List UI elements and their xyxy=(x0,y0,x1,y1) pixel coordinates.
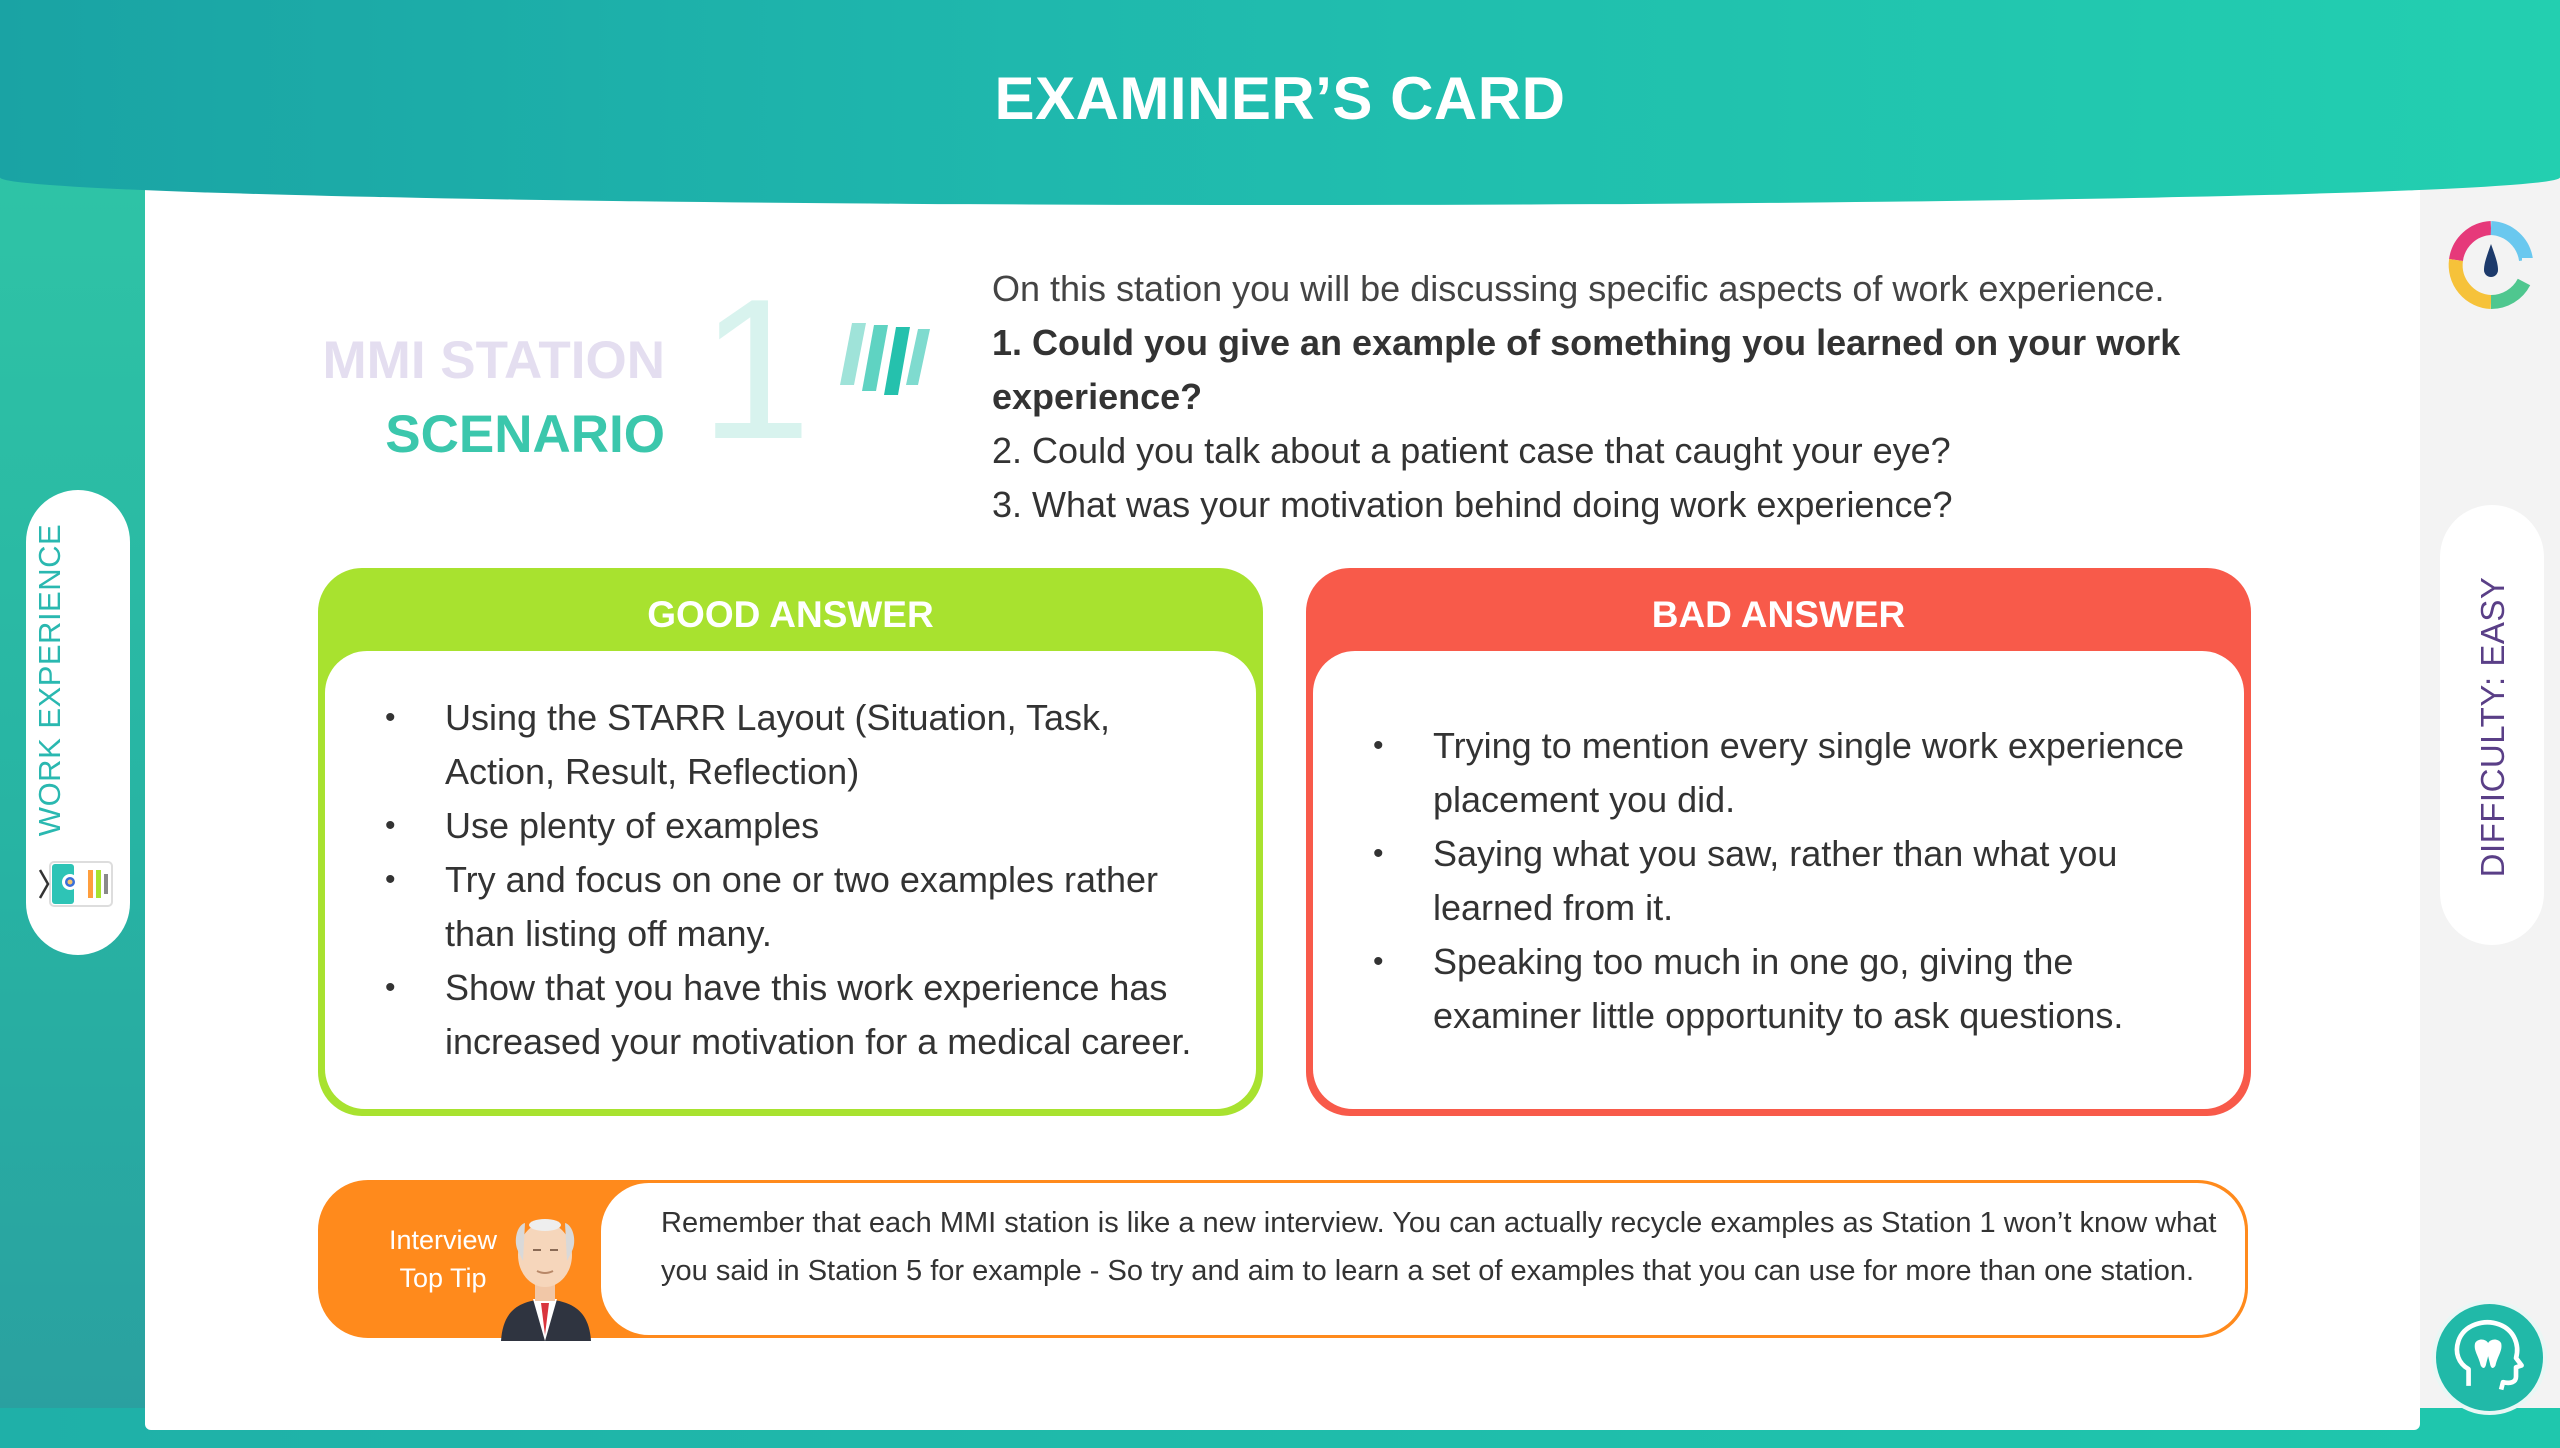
bad-answer-list xyxy=(1373,719,2204,1043)
question-intro: On this station you will be discussing specific aspects of work experience. xyxy=(992,268,2165,309)
question-item: 1. Could you give an example of something you learned on your work experience? xyxy=(992,322,2181,417)
question-item: 2. Could you talk about a patient case that caught your eye? xyxy=(992,430,1951,471)
good-answer-body xyxy=(325,651,1256,1109)
list-item: • Try and focus on one or two examples rather than listing off many. xyxy=(385,853,1216,961)
list-item: • Trying to mention every single work experience placement you did. xyxy=(1373,719,2204,827)
bad-answer-title: BAD ANSWER xyxy=(1651,594,1906,635)
station-subtitle: SCENARIO xyxy=(385,405,665,464)
tip-label-line1: Interview xyxy=(388,1225,498,1255)
good-answer-title: GOOD ANSWER xyxy=(647,594,934,635)
examiner-avatar-icon xyxy=(493,1211,598,1341)
good-answer-panel xyxy=(318,568,1263,1116)
tip-body xyxy=(601,1183,2245,1335)
page-title: EXAMINER’S CARD xyxy=(994,65,1566,132)
list-item: • Using the STARR Layout (Situation, Task, Action, Result, Reflection) xyxy=(385,691,1216,799)
difficulty-label: DIFFICULTY: EASY xyxy=(2474,576,2511,878)
top-tip-bar xyxy=(318,1180,2248,1338)
stripes-icon xyxy=(830,315,940,405)
tip-text: Remember that each MMI station is like a new interview. You can actually recycle examples as Station 1 won’t know what you said in Station 5 for example - So try and aim to learn a set of examples that you can use for more than one station. xyxy=(661,1207,2217,1287)
tip-label-line2: Top Tip xyxy=(399,1263,487,1293)
logo-icon xyxy=(2446,220,2536,310)
question-list xyxy=(992,262,2292,532)
bad-answer-body xyxy=(1313,651,2244,1109)
station-number: 1 xyxy=(700,258,812,481)
station-title: MMI STATION xyxy=(322,331,665,390)
list-item: • Use plenty of examples xyxy=(385,799,1216,853)
list-item: • Show that you have this work experience has increased your motivation for a medical career. xyxy=(385,961,1216,1069)
list-item: • Speaking too much in one go, giving the examiner little opportunity to ask questions. xyxy=(1373,935,2204,1043)
work-experience-icon xyxy=(38,858,116,910)
list-item: • Saying what you saw, rather than what you learned from it. xyxy=(1373,827,2204,935)
category-label: WORK EXPERIENCE xyxy=(32,523,67,837)
good-answer-list xyxy=(385,691,1216,1069)
brain-tooth-icon[interactable] xyxy=(2432,1300,2547,1415)
bad-answer-panel xyxy=(1306,568,2251,1116)
question-item: 3. What was your motivation behind doing work experience? xyxy=(992,484,1953,525)
